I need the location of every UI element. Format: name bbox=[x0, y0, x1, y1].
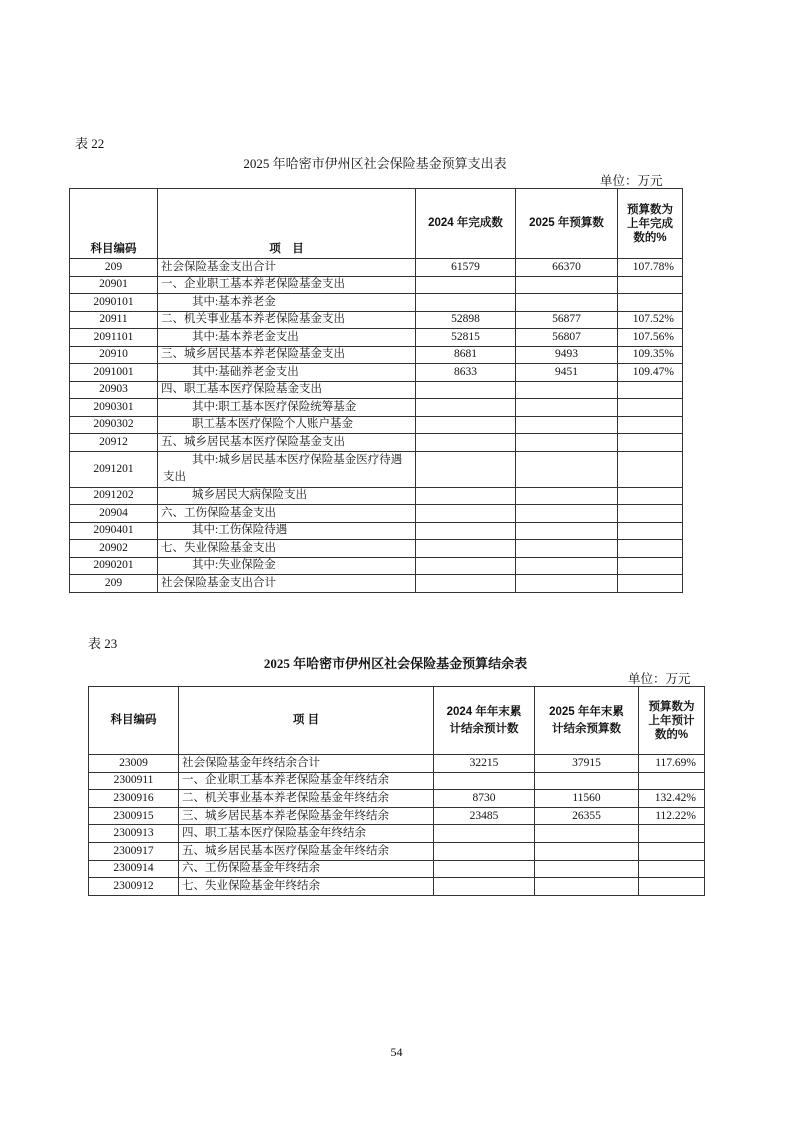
cell-code: 2090401 bbox=[70, 522, 158, 540]
cell-2024 bbox=[416, 276, 516, 294]
cell-code: 2091101 bbox=[70, 329, 158, 347]
cell-code: 20901 bbox=[70, 276, 158, 294]
cell-code: 20904 bbox=[70, 505, 158, 523]
cell-item: 一、企业职工基本养老保险基金年终结余 bbox=[179, 772, 434, 790]
cell-item: 三、城乡居民基本养老保险基金支出 bbox=[158, 346, 416, 364]
cell-item: 城乡居民大病保险支出 bbox=[158, 487, 416, 505]
cell-pct bbox=[618, 505, 683, 523]
cell-2025: 66370 bbox=[516, 259, 618, 277]
table-row bbox=[89, 878, 705, 896]
table-22 bbox=[69, 188, 683, 593]
cell-pct: 109.47% bbox=[618, 364, 683, 382]
cell-2024 bbox=[416, 381, 516, 399]
cell-pct bbox=[618, 451, 683, 487]
cell-2024 bbox=[416, 540, 516, 558]
table-row bbox=[70, 346, 683, 364]
table-row bbox=[70, 311, 683, 329]
cell-pct bbox=[639, 860, 705, 878]
cell-2024: 8681 bbox=[416, 346, 516, 364]
cell-2025 bbox=[516, 487, 618, 505]
cell-pct bbox=[639, 842, 705, 860]
cell-2025: 11560 bbox=[535, 790, 639, 808]
cell-item: 六、工伤保险基金支出 bbox=[158, 505, 416, 523]
cell-2025 bbox=[516, 451, 618, 487]
header-item: 项 目 bbox=[179, 687, 434, 755]
cell-code: 2090101 bbox=[70, 294, 158, 312]
cell-2024 bbox=[416, 505, 516, 523]
cell-item: 三、城乡居民基本养老保险基金年终结余 bbox=[179, 807, 434, 825]
header-2025: 2025 年预算数 bbox=[516, 189, 618, 259]
cell-2025 bbox=[535, 860, 639, 878]
cell-2024 bbox=[416, 451, 516, 487]
cell-pct bbox=[618, 487, 683, 505]
table-23-unit: 单位：万元 bbox=[628, 672, 691, 686]
cell-2024 bbox=[416, 294, 516, 312]
cell-2025 bbox=[535, 825, 639, 843]
table-row bbox=[70, 294, 683, 312]
table-row bbox=[70, 540, 683, 558]
cell-2025 bbox=[516, 399, 618, 417]
cell-pct: 107.56% bbox=[618, 329, 683, 347]
cell-pct bbox=[618, 575, 683, 593]
cell-2025 bbox=[516, 294, 618, 312]
cell-2024 bbox=[434, 772, 535, 790]
table-row bbox=[70, 505, 683, 523]
cell-code: 2300914 bbox=[89, 860, 179, 878]
cell-item: 四、职工基本医疗保险基金支出 bbox=[158, 381, 416, 399]
header-2024: 2024 年年末累计结余预计数 bbox=[434, 687, 535, 755]
header-item: 项 目 bbox=[158, 189, 416, 259]
table-23-label: 表 23 bbox=[88, 636, 118, 651]
table-22-label: 表 22 bbox=[75, 136, 105, 151]
header-pct: 预算数为上年完成数的% bbox=[618, 189, 683, 259]
cell-code: 2091202 bbox=[70, 487, 158, 505]
cell-2025: 37915 bbox=[535, 755, 639, 773]
table-row bbox=[70, 329, 683, 347]
cell-code: 2300916 bbox=[89, 790, 179, 808]
cell-2024 bbox=[416, 399, 516, 417]
cell-2025: 56807 bbox=[516, 329, 618, 347]
cell-code: 2090302 bbox=[70, 416, 158, 434]
cell-pct bbox=[618, 434, 683, 452]
cell-pct bbox=[639, 772, 705, 790]
header-code: 科目编码 bbox=[89, 687, 179, 755]
cell-item: 二、机关事业基本养老保险基金年终结余 bbox=[179, 790, 434, 808]
cell-item: 一、企业职工基本养老保险基金支出 bbox=[158, 276, 416, 294]
cell-item: 其中:职工基本医疗保险统筹基金 bbox=[158, 399, 416, 417]
cell-2025 bbox=[516, 575, 618, 593]
cell-code: 20902 bbox=[70, 540, 158, 558]
cell-pct: 107.52% bbox=[618, 311, 683, 329]
table-row bbox=[89, 772, 705, 790]
cell-2024: 52898 bbox=[416, 311, 516, 329]
header-2025: 2025 年年末累计结余预算数 bbox=[535, 687, 639, 755]
cell-2024 bbox=[416, 434, 516, 452]
cell-code: 2091201 bbox=[70, 451, 158, 487]
table-row bbox=[89, 807, 705, 825]
cell-2025: 9493 bbox=[516, 346, 618, 364]
table-row bbox=[70, 575, 683, 593]
cell-item: 七、失业保险基金年终结余 bbox=[179, 878, 434, 896]
cell-code: 209 bbox=[70, 575, 158, 593]
cell-2024: 32215 bbox=[434, 755, 535, 773]
table-row bbox=[70, 522, 683, 540]
cell-pct: 109.35% bbox=[618, 346, 683, 364]
cell-2024: 8633 bbox=[416, 364, 516, 382]
cell-pct bbox=[618, 557, 683, 575]
table-row bbox=[70, 259, 683, 277]
table-22-title: 2025 年哈密市伊州区社会保险基金预算支出表 bbox=[243, 156, 507, 171]
cell-code: 209 bbox=[70, 259, 158, 277]
table-row bbox=[70, 557, 683, 575]
cell-code: 2090301 bbox=[70, 399, 158, 417]
cell-2025 bbox=[516, 557, 618, 575]
cell-2025 bbox=[516, 522, 618, 540]
table-row bbox=[70, 276, 683, 294]
cell-pct bbox=[618, 540, 683, 558]
cell-2025 bbox=[516, 505, 618, 523]
cell-2025 bbox=[516, 276, 618, 294]
cell-item: 其中:失业保险金 bbox=[158, 557, 416, 575]
cell-item: 其中:基础养老金支出 bbox=[158, 364, 416, 382]
cell-2024 bbox=[434, 825, 535, 843]
table-row bbox=[70, 451, 683, 487]
cell-2025 bbox=[535, 878, 639, 896]
cell-2024 bbox=[434, 860, 535, 878]
table-row bbox=[89, 860, 705, 878]
cell-2024 bbox=[416, 522, 516, 540]
cell-pct bbox=[618, 381, 683, 399]
cell-2024: 23485 bbox=[434, 807, 535, 825]
cell-code: 2091001 bbox=[70, 364, 158, 382]
cell-item: 五、城乡居民基本医疗保险基金支出 bbox=[158, 434, 416, 452]
cell-2024 bbox=[416, 557, 516, 575]
cell-2024 bbox=[434, 842, 535, 860]
cell-item: 其中:城乡居民基本医疗保险基金医疗待遇支出 bbox=[158, 451, 416, 487]
cell-pct bbox=[618, 399, 683, 417]
cell-code: 2300915 bbox=[89, 807, 179, 825]
cell-2024 bbox=[434, 878, 535, 896]
cell-2025 bbox=[516, 434, 618, 452]
table-row bbox=[70, 434, 683, 452]
cell-item: 二、机关事业基本养老保险基金支出 bbox=[158, 311, 416, 329]
table-row bbox=[89, 842, 705, 860]
cell-2025: 9451 bbox=[516, 364, 618, 382]
cell-item: 五、城乡居民基本医疗保险基金年终结余 bbox=[179, 842, 434, 860]
table-22-unit: 单位：万元 bbox=[600, 174, 663, 188]
cell-code: 20910 bbox=[70, 346, 158, 364]
cell-item: 社会保险基金支出合计 bbox=[158, 575, 416, 593]
cell-pct bbox=[618, 522, 683, 540]
cell-pct bbox=[618, 294, 683, 312]
cell-item: 其中:基本养老金支出 bbox=[158, 329, 416, 347]
cell-item: 社会保险基金年终结余合计 bbox=[179, 755, 434, 773]
cell-2025: 56877 bbox=[516, 311, 618, 329]
cell-2024: 8730 bbox=[434, 790, 535, 808]
table-row bbox=[70, 416, 683, 434]
cell-item: 职工基本医疗保险个人账户基金 bbox=[158, 416, 416, 434]
cell-item: 七、失业保险基金支出 bbox=[158, 540, 416, 558]
cell-item: 其中:基本养老金 bbox=[158, 294, 416, 312]
cell-item: 社会保险基金支出合计 bbox=[158, 259, 416, 277]
cell-2025 bbox=[535, 772, 639, 790]
cell-2024 bbox=[416, 487, 516, 505]
cell-2025: 26355 bbox=[535, 807, 639, 825]
cell-code: 2300913 bbox=[89, 825, 179, 843]
table-row bbox=[70, 487, 683, 505]
cell-code: 2300917 bbox=[89, 842, 179, 860]
cell-2024 bbox=[416, 575, 516, 593]
cell-pct: 117.69% bbox=[639, 755, 705, 773]
cell-pct bbox=[639, 878, 705, 896]
cell-code: 23009 bbox=[89, 755, 179, 773]
table-row bbox=[70, 364, 683, 382]
table-row bbox=[89, 790, 705, 808]
table-row bbox=[89, 825, 705, 843]
cell-code: 20912 bbox=[70, 434, 158, 452]
cell-item: 六、工伤保险基金年终结余 bbox=[179, 860, 434, 878]
cell-2024: 52815 bbox=[416, 329, 516, 347]
cell-code: 2300911 bbox=[89, 772, 179, 790]
table-row bbox=[70, 399, 683, 417]
cell-pct: 132.42% bbox=[639, 790, 705, 808]
cell-pct bbox=[618, 416, 683, 434]
cell-item: 四、职工基本医疗保险基金年终结余 bbox=[179, 825, 434, 843]
cell-pct bbox=[639, 825, 705, 843]
cell-2024 bbox=[416, 416, 516, 434]
cell-code: 20911 bbox=[70, 311, 158, 329]
cell-code: 2090201 bbox=[70, 557, 158, 575]
cell-2025 bbox=[516, 540, 618, 558]
table-row bbox=[89, 755, 705, 773]
table-23-title: 2025 年哈密市伊州区社会保险基金预算结余表 bbox=[263, 656, 528, 671]
page-number: 54 bbox=[390, 1045, 403, 1059]
cell-pct bbox=[618, 276, 683, 294]
cell-pct: 107.78% bbox=[618, 259, 683, 277]
cell-code: 2300912 bbox=[89, 878, 179, 896]
header-2024: 2024 年完成数 bbox=[416, 189, 516, 259]
cell-pct: 112.22% bbox=[639, 807, 705, 825]
cell-item: 其中:工伤保险待遇 bbox=[158, 522, 416, 540]
cell-2025 bbox=[535, 842, 639, 860]
cell-2024: 61579 bbox=[416, 259, 516, 277]
cell-code: 20903 bbox=[70, 381, 158, 399]
header-code: 科目编码 bbox=[70, 189, 158, 259]
table-row bbox=[70, 381, 683, 399]
cell-2025 bbox=[516, 381, 618, 399]
table-23 bbox=[88, 686, 705, 896]
header-pct: 预算数为上年预计数的% bbox=[639, 687, 705, 755]
cell-2025 bbox=[516, 416, 618, 434]
